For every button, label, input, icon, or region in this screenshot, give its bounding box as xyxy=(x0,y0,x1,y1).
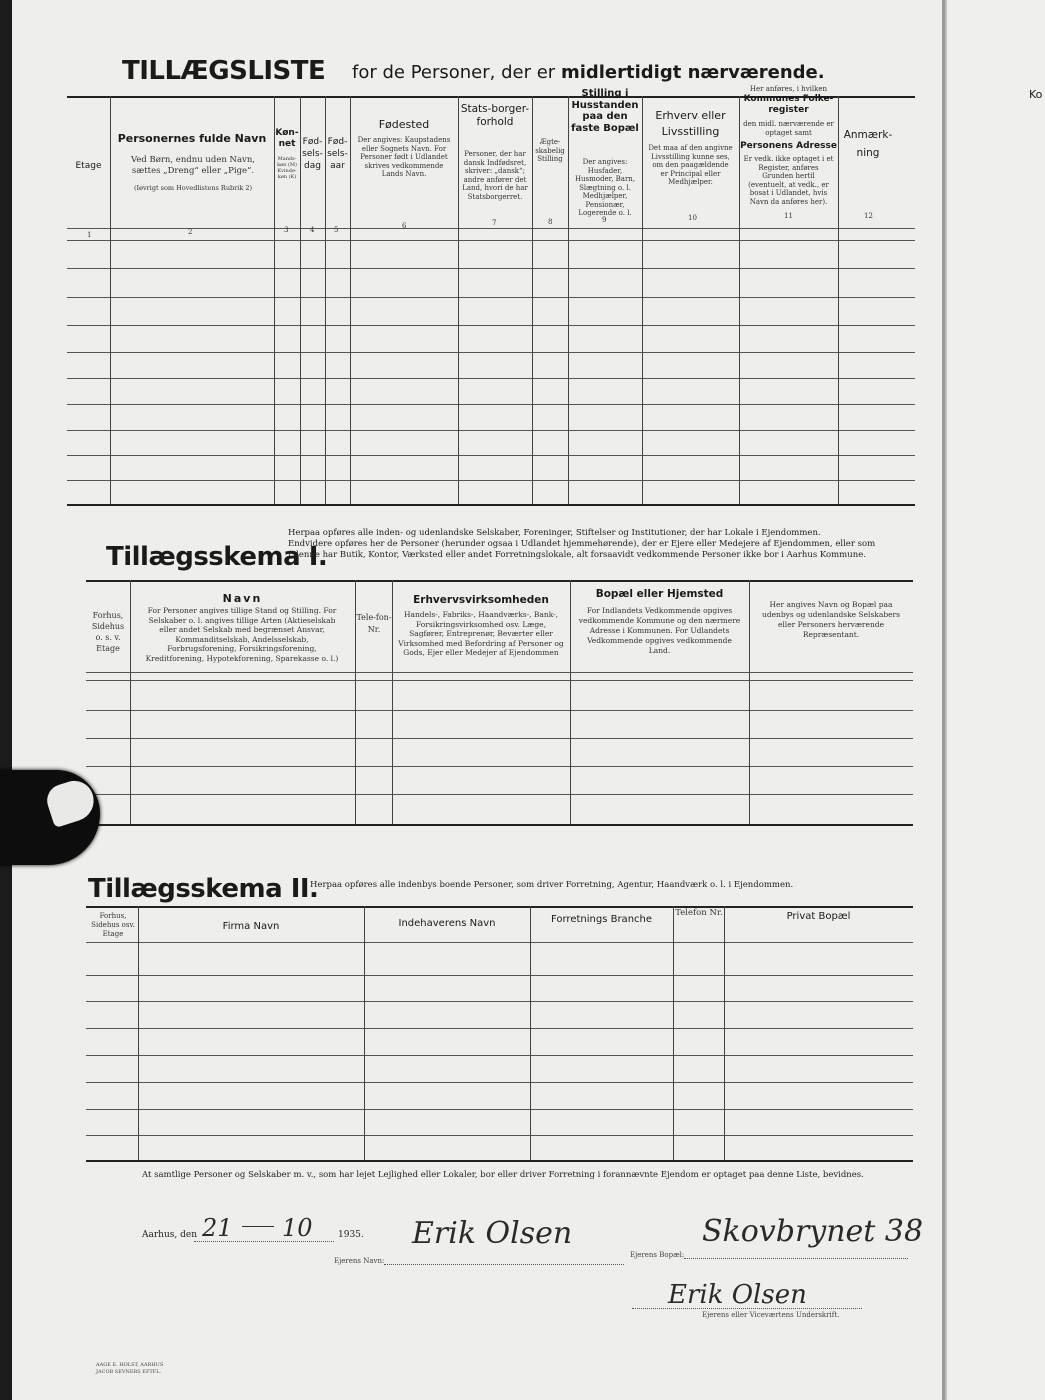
signature: Erik Olsen xyxy=(668,1280,807,1310)
col-address-sub: Er vedk. ikke optaget i et Register, anføres Grunden hertil (eventuelt, at vedk., er bosat i Udlandet, hvis Navn da anføres her). xyxy=(743,155,834,206)
schema1-intro-line3: i denne har Butik, Kontor, Værksted eller andet Forretningslokale, alt forsaavidt vedkommende Personer ikke bor i Aarhus Kommune. xyxy=(288,550,866,560)
list-title: TILLÆGSLISTE xyxy=(122,56,326,86)
schema1-intro-line2: Endvidere opføres her de Personer (herunder ogsaa i Udlandet hjemmehørende), der er Ejere eller Medejere af Ejendommen, eller som xyxy=(288,539,876,549)
col-num-10: 10 xyxy=(688,214,697,222)
owner-address-label: Ejerens Bopæl: xyxy=(630,1251,685,1259)
col-occupation-sub: Det maa af den angivne Livsstilling kunne ses, om den paagældende er Principal eller Medhjælper. xyxy=(648,144,733,186)
col-num-4: 4 xyxy=(310,226,315,234)
schema2-intro: Herpaa opføres alle indenbys boende Personer, som driver Forretning, Agentur, Haandværk o. l. i Ejendommen. xyxy=(310,880,794,890)
col-num-9: 9 xyxy=(602,216,607,224)
col-num-3: 3 xyxy=(284,226,289,234)
schema1-col-business: Erhvervsvirksomheden xyxy=(413,594,549,606)
col-household-sub: Der angives: Husfader, Husmoder, Barn, Slægtning o. l. Medhjælper, Pensionær, Logerende o. l. xyxy=(574,158,636,217)
schema2-col-company: Firma Navn xyxy=(222,921,280,932)
col-name-sub2: (Iøvrigt som Hovedlistens Rubrik 2) xyxy=(133,184,253,192)
col-birthyear-header: Fød-sels-aar xyxy=(327,137,348,171)
year: 1935. xyxy=(338,1230,364,1240)
col-etage-header: Etage xyxy=(75,161,102,171)
col-gender-sub: Mands-køn (M) Kvinde-køn (K) xyxy=(277,156,297,180)
schema1-intro-line1: Herpaa opføres alle inden- og udenlandske Selskaber, Foreninger, Stiftelser og Institutioner, der har Lokale i Ejendommen. xyxy=(288,528,821,538)
schema1-col-name: Navn xyxy=(222,592,263,605)
schema1-col-residence-sub: For Indlandets Vedkommende opgives vedkommende Kommune og den nærmere Adresse i Kommunen. For Udlandets Vedkommende opgives vedkommende Land. xyxy=(578,606,741,655)
col-birthplace-sub: Der angives: Kaupstadens eller Sognets Navn. For Personer født i Udlandet skrives vedkommende Lands Navn. xyxy=(357,136,451,178)
schema2-title: Tillægsskema II. xyxy=(88,874,319,904)
col-name-sub: Ved Børn, endnu uden Navn, sættes „Dreng“ eller „Pige“. xyxy=(130,155,256,176)
col-num-11: 11 xyxy=(784,212,793,220)
list-subtitle-bold: midlertidigt nærværende. xyxy=(560,62,825,83)
col-num-7: 7 xyxy=(492,219,497,227)
date-month: 10 xyxy=(282,1214,313,1242)
col-birthday-header: Fød-sels-dag xyxy=(302,137,323,171)
col-num-12: 12 xyxy=(864,212,873,220)
col-num-1: 1 xyxy=(87,231,92,239)
col-num-6: 6 xyxy=(402,222,407,230)
col-household-header: Stilling i Husstanden paa den faste Bopæl xyxy=(571,88,639,134)
list-subtitle-plain: for de Personer, der er xyxy=(352,62,556,83)
owner-name-label: Ejerens Navn: xyxy=(334,1257,385,1265)
form-page xyxy=(12,0,942,1400)
schema2-col-branch: Forretnings Branche xyxy=(550,914,653,925)
certification-statement: At samtlige Personer og Selskaber m. v., som har lejet Lejlighed eller Lokaler, bor eller driver Forretning i forannævnte Ejendom er optaget paa denne Liste, bevidnes. xyxy=(142,1170,864,1180)
schema2-col-phone: Telefon Nr. xyxy=(675,908,723,918)
list-subtitle xyxy=(352,62,825,83)
date-dash xyxy=(242,1226,274,1227)
signature-label: Ejerens eller Viceværtens Underskrift. xyxy=(702,1311,840,1319)
schema1-col-representative: Her angives Navn og Bopæl paa udenbys og udenlandske Selskabers eller Personers herværende Repræsentant. xyxy=(761,600,900,639)
next-page-edge xyxy=(945,0,1045,1400)
col-birthplace-header: Fødested xyxy=(378,118,430,131)
owner-name: Erik Olsen xyxy=(412,1216,573,1251)
col-num-8: 8 xyxy=(548,218,553,226)
schema1-col-name-sub: For Personer angives tillige Stand og Stilling. For Selskaber o. l. angives tillige Arten (Aktieselskab eller andet Selskab med begrænset Ansvar, Kommanditselskab, Andelsselskab, Forbrugsforening, Forsikringsforening, Kreditforening, Hypotekforening, Sparekasse o. l.) xyxy=(145,606,339,663)
col-remarks-header: Anmærk-ning xyxy=(843,129,893,159)
col-citizenship-sub: Personer, der har dansk Indfødsret, skriver: „dansk“; andre anfører det Land, hvori de har Statsborgerret. xyxy=(462,150,528,201)
place-label: Aarhus, den xyxy=(142,1230,197,1240)
col-name-header: Personernes fulde Navn xyxy=(117,132,267,145)
schema1-title: Tillægsskema I. xyxy=(106,542,328,572)
col-marital-header: Ægte-skabelig Stilling xyxy=(535,138,565,163)
col-register-top: Her anføres, i hvilken xyxy=(749,85,828,93)
schema2-col-floor: Forhus, Sidehus osv. Etage xyxy=(91,912,135,938)
schema1-col-residence: Bopæl eller Hjemsted xyxy=(595,588,724,600)
schema1-col-phone: Tele-fon-Nr. xyxy=(356,613,392,634)
schema2-col-owner: Indehaverens Navn xyxy=(398,918,496,929)
owner-address: Skovbrynet 38 xyxy=(702,1214,924,1249)
col-num-5: 5 xyxy=(334,226,339,234)
schema2-col-private: Privat Bopæl xyxy=(786,911,851,922)
date-day: 21 xyxy=(202,1214,233,1242)
col-occupation-header: Erhverv eller Livsstilling xyxy=(655,109,726,138)
schema1-intro xyxy=(288,528,916,561)
col-register-mid: den midl. nærværende er optaget samt xyxy=(743,120,834,137)
col-gender-header: Køn-net xyxy=(275,128,299,149)
schema1-col-business-sub: Handels-, Fabriks-, Haandværks-, Bank-, Forsikringsvirksomhed osv. Læge, Sagfører, Entreprenør, Beværter eller Virksomhed med Befordring af Personer og Gods, Ejer eller Medejer af Ejendommen xyxy=(398,610,564,657)
col-address-header: Personens Adresse xyxy=(740,141,837,151)
printer-mark: AAGE E. HOLST, AARHUS JACOB SEVNERS EFTFL. xyxy=(96,1362,164,1375)
col-register-header: Kommunes Folke-register xyxy=(743,94,834,115)
col-num-2: 2 xyxy=(188,228,193,236)
schema1-col-floor: Forhus, Sidehus o. s. v. Etage xyxy=(91,611,125,653)
col-citizenship-header: Stats-borger-forhold xyxy=(460,103,530,128)
next-page-text: Ko xyxy=(1029,88,1043,101)
